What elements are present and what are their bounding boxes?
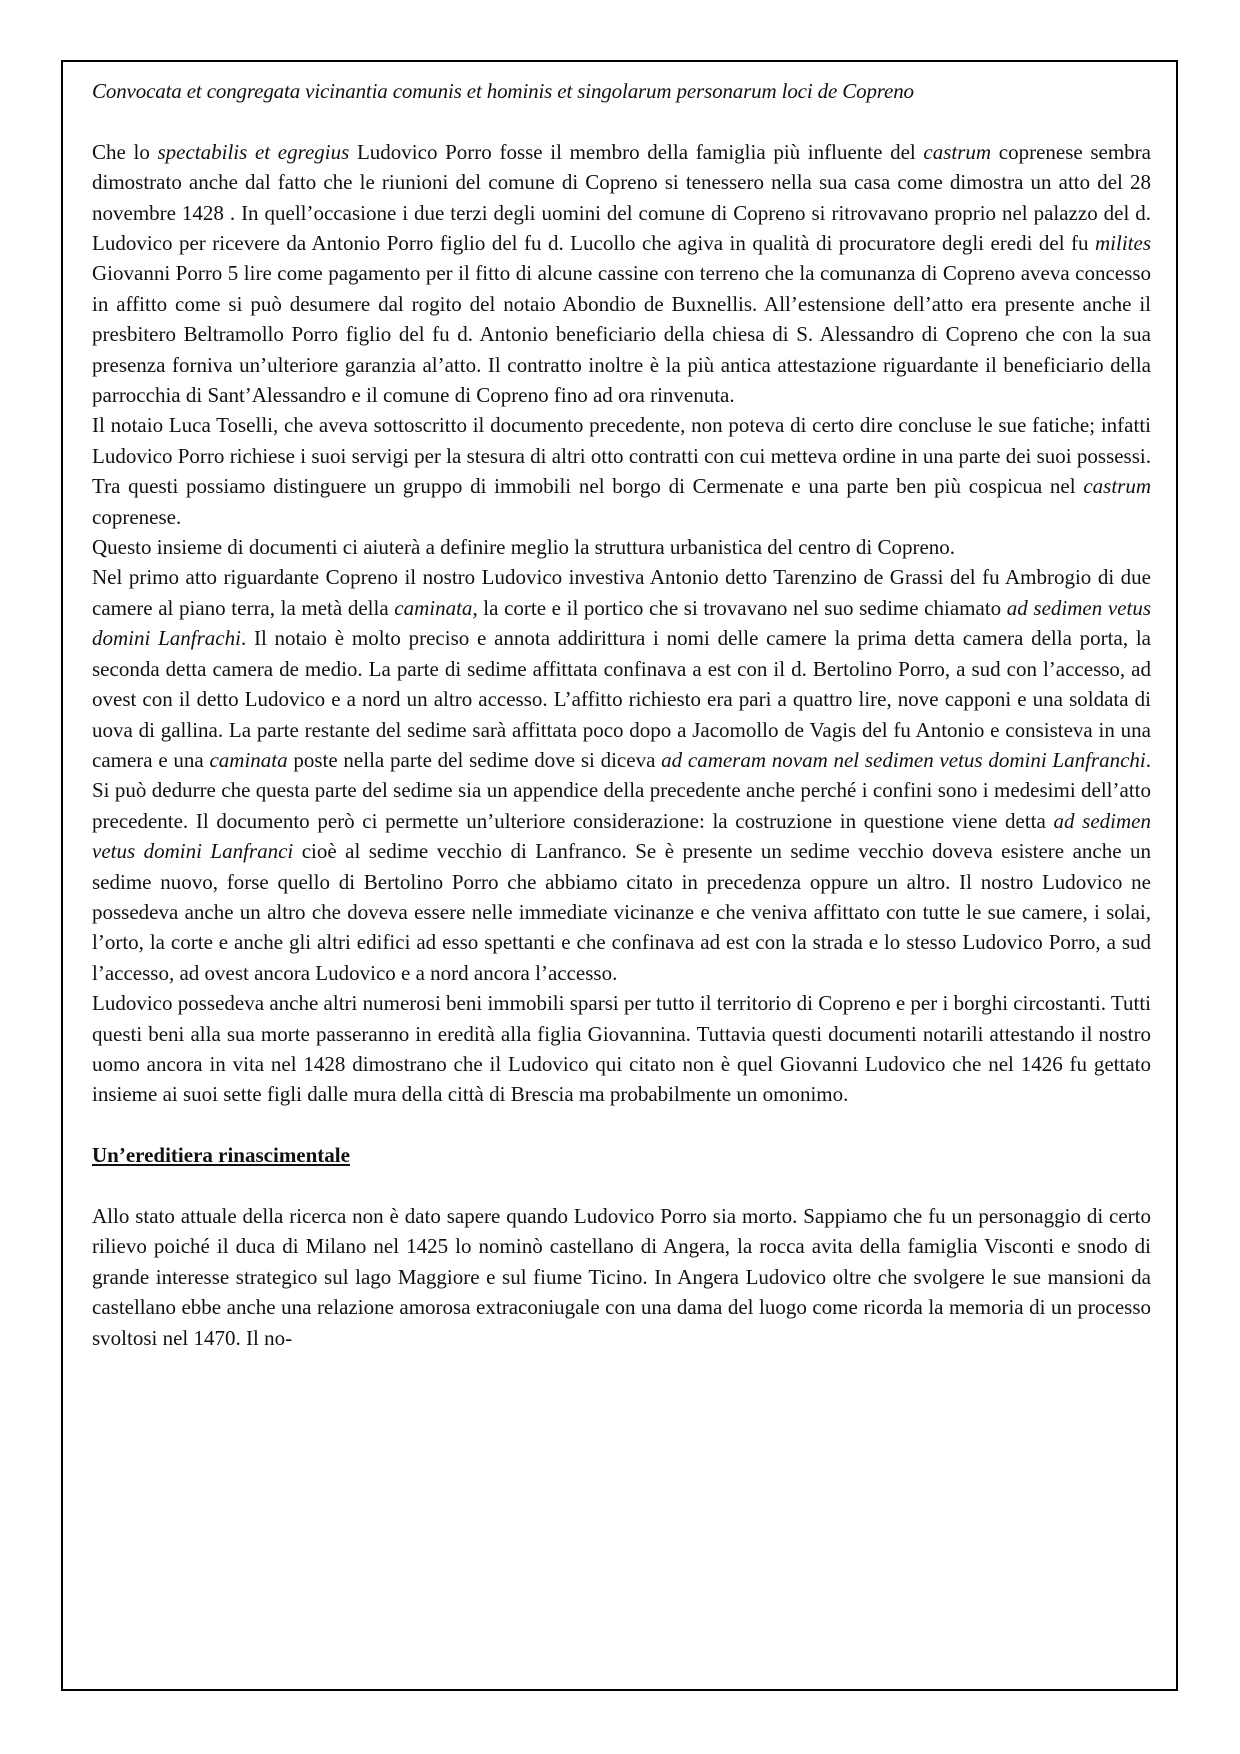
italic-term: spectabilis et egregius xyxy=(157,139,350,164)
text-run: cioè al sedime vecchio di Lanfranco. Se è presente un sedime vecchio doveva esistere anche un sedime nuovo, forse quello di Bertolino Porro che abbiamo citato in precedenza oppure un altro. Il nostro Ludovico ne possedeva anche un altro che doveva essere nelle immediate vicinanze e che veniva affittato con tutte le sue camere, i solai, l’orto, la corte e anche gli altri edifici ad esso spettanti e che confinava ad est con la strada e lo stesso Ludovico Porro, a sud l’accesso, ad ovest ancora Ludovico e a nord ancora l’accesso. xyxy=(92,839,1151,985)
text-run: coprenese. xyxy=(92,504,182,529)
spacer xyxy=(92,1110,1151,1140)
text-run: Giovanni Porro 5 lire come pagamento per il fitto di alcune cassine con terreno che la comunanza di Copreno aveva concesso in affitto come si può desumere dal rogito del notaio Abondio de Buxnellis. All’estensione dell’atto era presente anche il presbitero Beltramollo Porro figlio del fu d. Antonio beneficiario della chiesa di S. Alessandro di Copreno che con la sua presenza forniva un’ulteriore garanzia al’atto. Il contratto inoltre è la più antica attestazione riguardante il beneficiario della parrocchia di Sant’Alessandro e il comune di Copreno fino ad ora rinvenuta. xyxy=(92,261,1151,408)
italic-term: ad sedimen vetus domini Lanfrachi xyxy=(92,595,1151,651)
text-run: , la corte e il portico che si trovavano nel suo sedime chiamato xyxy=(472,595,1007,620)
italic-term: castrum xyxy=(923,139,992,164)
italic-term: milites xyxy=(1095,231,1151,256)
text-run: . Il notaio è molto preciso e annota addirittura i nomi delle camere la prima detta camera della porta, la seconda detta camera de medio. La parte di sedime affittata confinava a est con il d. Bertolino Porro, a sud con l’accesso, ad ovest con il detto Ludovico e a nord un altro accesso. L’affitto richiesto era pari a quattro lire, nove capponi e una soldata di uova di gallina. La parte restante del sedime sarà affittata poco dopo a Jacomollo de Vagis del fu Antonio e consisteva in una camera e una xyxy=(92,626,1151,772)
paragraph xyxy=(92,532,1151,562)
page-frame xyxy=(61,60,1178,1691)
text-run: coprenese sembra dimostrato anche dal fatto che le riunioni del comune di Copreno si tenessero nella sua casa come dimostra un atto del 28 novembre 1428 . In quell’occasione i due terzi degli uomini del comune di Copreno si ritrovavano proprio nel palazzo del d. Ludovico per ricevere da Antonio Porro figlio del fu d. Lucollo che agiva in qualità di procuratore degli eredi del fu xyxy=(92,139,1151,256)
section-heading: Un’ereditiera rinascimentale xyxy=(92,1143,350,1168)
italic-term: caminata xyxy=(394,595,473,620)
text-run: Nel primo atto riguardante Copreno il nostro Ludovico investiva Antonio detto Tarenzino de Grassi del fu Ambrogio di due camere al piano terra, la metà della xyxy=(92,565,1151,620)
epigraph: Convocata et congregata vicinantia comunis et hominis et singolarum personarum loci de Copreno xyxy=(92,79,914,103)
text-run: . Si può dedurre che questa parte del sedime sia un appendice della precedente anche perché i confini sono i medesimi dell’atto precedente. Il documento però ci permette un’ulteriore considerazione: la costruzione in questione viene detta xyxy=(92,747,1151,833)
paragraph xyxy=(92,562,1151,988)
text-run: Allo stato attuale della ricerca non è dato sapere quando Ludovico Porro sia morto. Sappiamo che fu un personaggio di certo rilievo poiché il duca di Milano nel 1425 lo nominò castellano di Angera, la rocca avita della famiglia Visconti e snodo di grande interesse strategico sul lago Maggiore e sul fiume Ticino. In Angera Ludovico oltre che svolgere le sue mansioni da castellano ebbe anche una relazione amorosa extraconiugale con una dama del luogo come ricorda la memoria di un processo svoltosi nel 1470. Il no- xyxy=(92,1203,1151,1350)
italic-term: caminata xyxy=(209,747,288,772)
document-content xyxy=(92,76,1151,1353)
italic-term: ad cameram novam nel sedimen vetus domini Lanfranchi xyxy=(661,747,1146,772)
spacer xyxy=(92,106,1151,136)
section-paragraphs xyxy=(92,1201,1151,1353)
text-run: Che lo xyxy=(92,139,158,164)
body-paragraphs xyxy=(92,137,1151,1110)
paragraph xyxy=(92,410,1151,532)
paragraph xyxy=(92,1201,1151,1353)
text-run: Ludovico Porro fosse il membro della famiglia più influente del xyxy=(349,139,924,164)
text-run: Ludovico possedeva anche altri numerosi beni immobili sparsi per tutto il territorio di Copreno e per i borghi circostanti. Tutti questi beni alla sua morte passeranno in eredità alla figlia Giovannina. Tuttavia questi documenti notarili attestando il nostro uomo ancora in vita nel 1428 dimostrano che il Ludovico qui citato non è quel Giovanni Ludovico che nel 1426 fu gettato insieme ai suoi sette figli dalle mura della città di Brescia ma probabilmente un omonimo. xyxy=(92,991,1151,1107)
spacer xyxy=(92,1171,1151,1201)
text-run: Questo insieme di documenti ci aiuterà a definire meglio la struttura urbanistica del centro di Copreno. xyxy=(92,535,956,560)
italic-term: castrum xyxy=(1083,474,1151,499)
paragraph xyxy=(92,137,1151,411)
text-run: poste nella parte del sedime dove si diceva xyxy=(287,747,662,772)
text-run: Il notaio Luca Toselli, che aveva sottoscritto il documento precedente, non poteva di certo dire concluse le sue fatiche; infatti Ludovico Porro richiese i suoi servigi per la stesura di altri otto contratti con cui metteva ordine in una parte dei suoi possessi. Tra questi possiamo distinguere un gruppo di immobili nel borgo di Cermenate e una parte ben più cospicua nel xyxy=(92,413,1151,499)
paragraph xyxy=(92,988,1151,1110)
italic-term: ad sedimen vetus domini Lanfranci xyxy=(92,808,1151,864)
